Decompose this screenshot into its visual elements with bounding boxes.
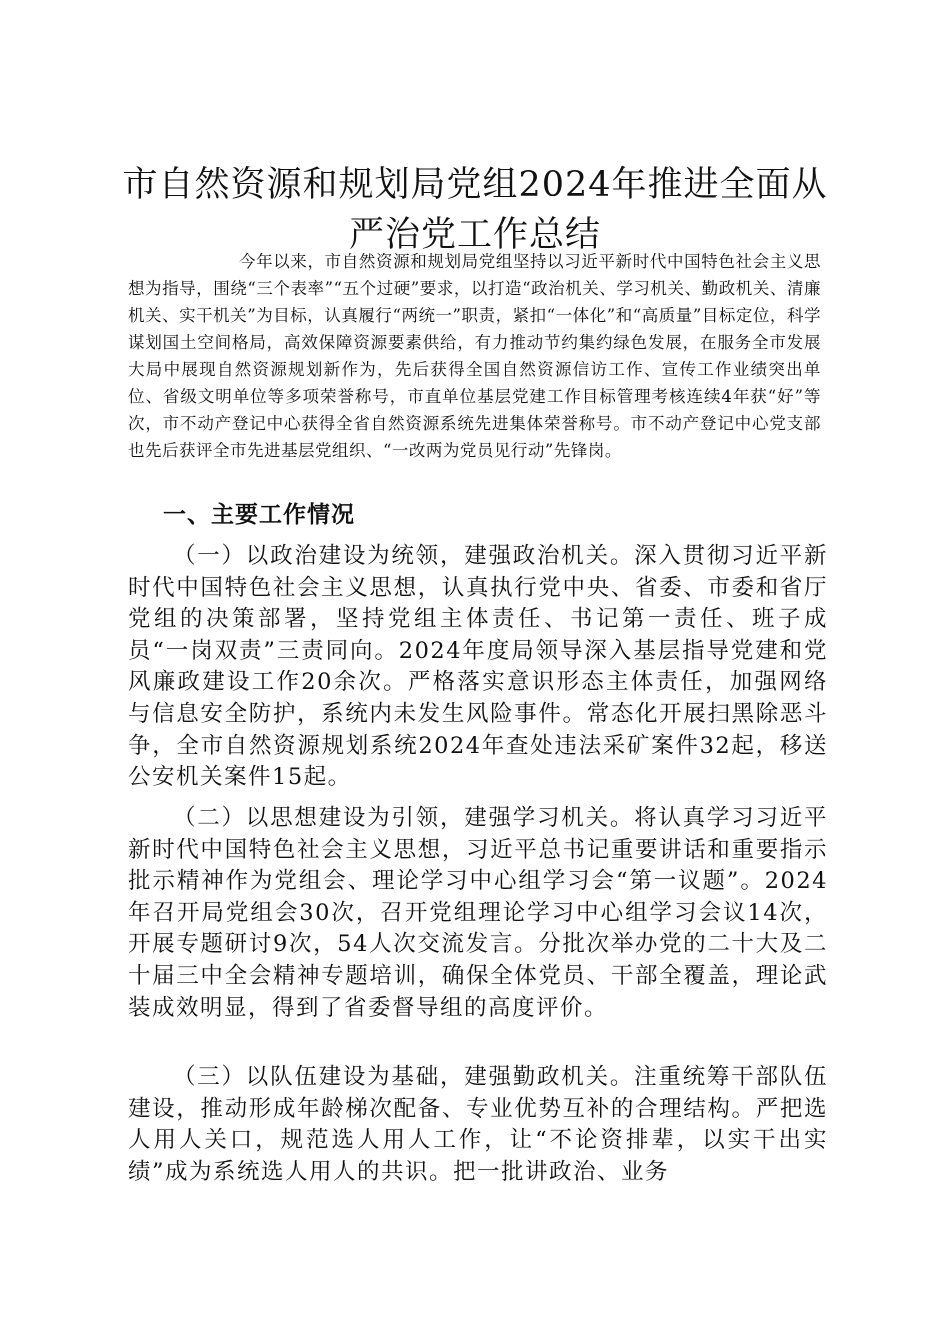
body-paragraph-3: （三）以队伍建设为基础，建强勤政机关。注重统筹干部队伍建设，推动形成年龄梯次配备、专业优势互补的合理结构。严把选人用人关口，规范选人用人工作，让“不论资排辈，以实干出实绩”成为系统选人用人的共识。把一批讲政治、业务 xyxy=(128,1064,828,1185)
body-paragraph-1: （一）以政治建设为统领，建强政治机关。深入贯彻习近平新时代中国特色社会主义思想，认真执行党中央、省委、市委和省厅党组的决策部署，坚持党组主体责任、书记第一责任、班子成员“一岗双责”三责同向。2024年度局领导深入基层指导党建和党风廉政建设工作20余次。严格落实意识形态主体责任，加强网络与信息安全防护，系统内未发生风险事件。常态化开展扫黑除恶斗争，全市自然资源规划系统2024年查处违法采矿案件32起，移送公安机关案件15起。 xyxy=(128,543,828,791)
section-heading: 一、主要工作情况 xyxy=(163,502,355,528)
document-title xyxy=(100,160,850,260)
body-paragraph-2: （二）以思想建设为引领，建强学习机关。将认真学习习近平新时代中国特色社会主义思想，习近平总书记重要讲话和重要指示批示精神作为党组会、理论学习中心组学习会“第一议题”。2024年召开局党组会30次，召开党组理论学习中心组学习会议14次，开展专题研讨9次，54人次交流发言。分批次举办党的二十大及二十届三中全会精神专题培训，确保全体党员、干部全覆盖，理论武装成效明显，得到了省委督导组的高度评价。 xyxy=(128,805,828,1021)
title-line-1: 市自然资源和规划局党组2024年推进全面从 xyxy=(122,165,828,205)
intro-paragraph: 今年以来，市自然资源和规划局党组坚持以习近平新时代中国特色社会主义思想为指导，围绕“三个表率”“五个过硬”要求，以打造“政治机关、学习机关、勤政机关、清廉机关、实干机关”为目标，认真履行“两统一”职责，紧扣“一体化”和“高质量”目标定位，科学谋划国土空间格局，高效保障资源要素供给，有力推动节约集约绿色发展，在服务全市发展大局中展现自然资源规划新作为，先后获得全国自然资源信访工作、宣传工作业绩突出单位、省级文明单位等多项荣誉称号，市直单位基层党建工作目标管理考核连续4年获“好”等次，市不动产登记中心获得全省自然资源系统先进集体荣誉称号。市不动产登记中心党支部也先后获评全市先进基层党组织、“一改两为党员见行动”先锋岗。 xyxy=(128,252,821,460)
title-line-2: 严治党工作总结 xyxy=(348,215,601,255)
